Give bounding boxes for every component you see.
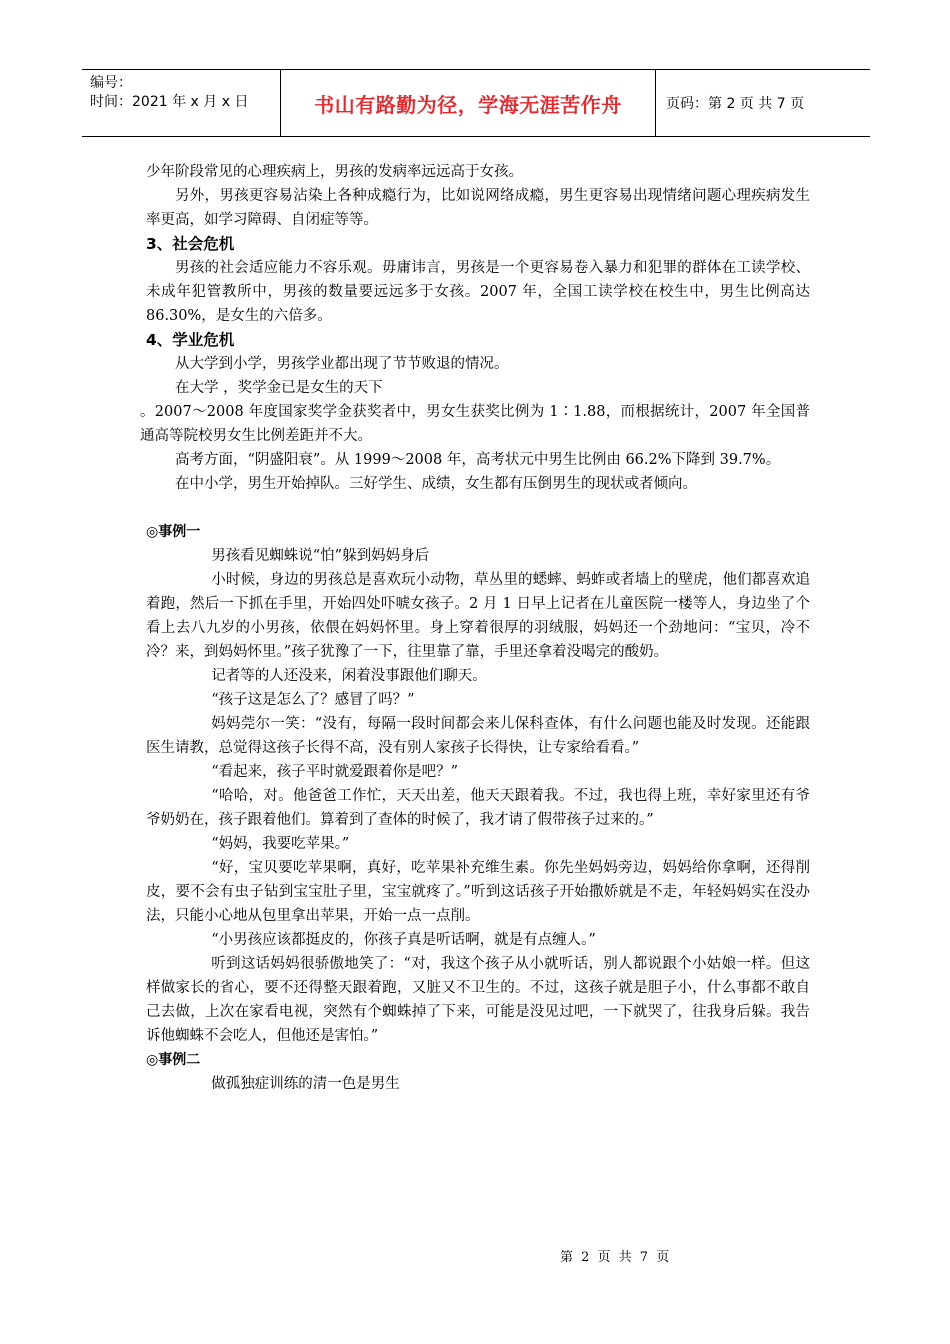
paragraph: 在中小学，男生开始掉队。三好学生、成绩，女生都有压倒男生的现状或者倾向。 bbox=[175, 476, 697, 492]
paragraph: 记者等的人还没来，闲着没事跟他们聊天。 bbox=[211, 668, 487, 684]
paragraph: 。2007～2008 年度国家奖学金获奖者中，男女生获奖比例为 1∶1.88，而根据统计，2007 年全国普通高等院校男女生比例差距并不大。 bbox=[140, 404, 810, 444]
case-subtitle: 男孩看见蜘蛛说“怕”躲到妈妈身后 bbox=[211, 548, 430, 564]
number-label: 编号： bbox=[90, 75, 132, 91]
section-heading: 4、学业危机 bbox=[146, 331, 235, 349]
paragraph: “小男孩应该都挺皮的，你孩子真是听话啊，就是有点缠人。” bbox=[211, 932, 596, 948]
paragraph: 在大学 ，奖学金已是女生的天下 bbox=[175, 380, 383, 396]
document-body bbox=[140, 160, 810, 1096]
case-title: ◎事例一 bbox=[146, 524, 201, 540]
header-page-info: 页码：第 2 页 共 7 页 bbox=[666, 96, 805, 112]
section-heading: 3、社会危机 bbox=[146, 235, 235, 253]
header-motto-cell bbox=[281, 70, 656, 136]
paragraph: 高考方面，“阴盛阳衰”。从 1999～2008 年，高考状元中男生比例由 66.2%下降到 39.7%。 bbox=[175, 452, 781, 468]
paragraph: 妈妈莞尔一笑：“没有，每隔一段时间都会来儿保科查体，有什么问题也能及时发现。还能跟医生请教，总觉得这孩子长得不高，没有别人家孩子长得快，让专家给看看。” bbox=[146, 716, 810, 756]
paragraph: 少年阶段常见的心理疾病上，男孩的发病率远远高于女孩。 bbox=[146, 164, 523, 180]
paragraph: “哈哈，对。他爸爸工作忙，天天出差，他天天跟着我。不过，我也得上班，幸好家里还有爷爷奶奶在，孩子跟着他们。算着到了查体的时候了，我才请了假带孩子过来的。” bbox=[146, 788, 810, 828]
paragraph: “孩子这是怎么了？感冒了吗？” bbox=[211, 692, 415, 708]
page-footer: 第 2 页 共 7 页 bbox=[560, 1250, 670, 1265]
case-title: ◎事例二 bbox=[146, 1052, 201, 1068]
paragraph: 男孩的社会适应能力不容乐观。毋庸讳言，男孩是一个更容易卷入暴力和犯罪的群体在工读学校、未成年犯管教所中，男孩的数量要远远多于女孩。2007 年，全国工读学校在校生中，男生比例高达 86.30%，是女生的六倍多。 bbox=[146, 260, 810, 324]
paragraph: 从大学到小学，男孩学业都出现了节节败退的情况。 bbox=[175, 356, 509, 372]
paragraph: “妈妈，我要吃苹果。” bbox=[211, 836, 350, 852]
paragraph: “好，宝贝要吃苹果啊，真好，吃苹果补充维生素。你先坐妈妈旁边，妈妈给你拿啊，还得削皮，要不会有虫子钻到宝宝肚子里，宝宝就疼了。”听到这话孩子开始撒娇就是不走，年轻妈妈实在没办法，只能小心地从包里拿出苹果，开始一点一点削。 bbox=[146, 860, 810, 924]
time-label: 时间：2021 年 x 月 x 日 bbox=[90, 94, 249, 110]
paragraph: 小时候，身边的男孩总是喜欢玩小动物，草丛里的蟋蟀、蚂蚱或者墙上的壁虎，他们都喜欢追着跑，然后一下抓在手里，开始四处吓唬女孩子。2 月 1 日早上记者在儿童医院一楼等人，身边坐了个看上去八九岁的小男孩，依偎在妈妈怀里。身上穿着很厚的羽绒服，妈妈还一个劲地问：“宝贝，冷不冷？来，到妈妈怀里。”孩子犹豫了一下，往里靠了靠，手里还拿着没喝完的酸奶。 bbox=[146, 572, 810, 660]
paragraph: 另外，男孩更容易沾染上各种成瘾行为，比如说网络成瘾，男生更容易出现情绪问题心理疾病发生率更高，如学习障碍、自闭症等等。 bbox=[146, 188, 810, 228]
paragraph: 听到这话妈妈很骄傲地笑了：“对，我这个孩子从小就听话，别人都说跟个小姑娘一样。但这样做家长的省心，要不还得整天跟着跑，又脏又不卫生的。不过，这孩子就是胆子小，什么事都不敢自己去做，上次在家看电视，突然有个蜘蛛掉了下来，可能是没见过吧，一下就哭了，往我身后躲。我告诉他蜘蛛不会吃人，但他还是害怕。” bbox=[146, 956, 810, 1044]
header-meta bbox=[82, 70, 281, 136]
page-header bbox=[82, 69, 870, 137]
case-subtitle: 做孤独症训练的清一色是男生 bbox=[211, 1076, 400, 1092]
paragraph: “看起来，孩子平时就爱跟着你是吧？” bbox=[211, 764, 459, 780]
motto-text: 书山有路勤为径，学海无涯苦作舟 bbox=[314, 92, 622, 117]
